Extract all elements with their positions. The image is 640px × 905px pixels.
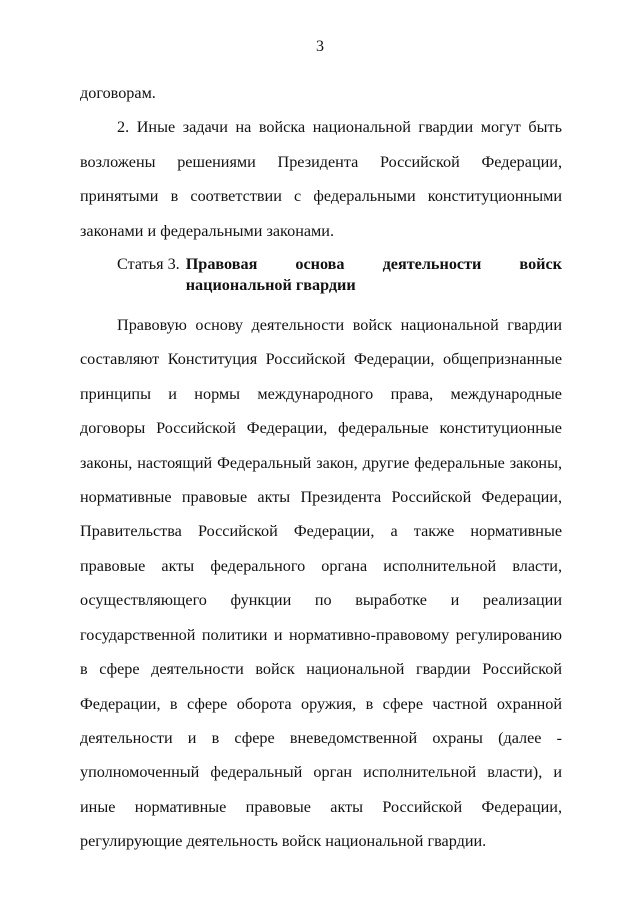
- article-label: Статья 3.: [117, 255, 180, 274]
- paragraph-item-2: 2. Иные задачи на войска национальной гвардии могут быть возложены решениями Президента Российской Федерации, принятыми в соответствии с федеральными конституционными законами и федеральными законами.: [80, 118, 562, 240]
- document-text: [80, 76, 562, 859]
- article-heading: [80, 248, 562, 308]
- article-title: Правовая основа деятельности войск национальной гвардии: [185, 255, 562, 295]
- page-number: 3: [316, 38, 324, 55]
- article-body: Правовую основу деятельности войск национальной гвардии составляют Конституция Российской Федерации, общепризнанные принципы и нормы международного права, международные договоры Российской Федерации, федеральные конституционные законы, настоящий Федеральный закон, другие федеральные законы, нормативные правовые акты Президента Российской Федерации, Правительства Российской Федерации, а также нормативные правовые акты федерального органа исполнительной власти, осуществляющего функции по выработке и реализации государственной политики и нормативно-правовому регулированию в сфере деятельности войск национальной гвардии Российской Федерации, в сфере оборота оружия, в сфере частной охранной деятельности и в сфере вневедомственной охраны (далее - уполномоченный федеральный орган исполнительной власти), и иные нормативные правовые акты Российской Федерации, регулирующие деятельность войск национальной гвардии.: [80, 316, 562, 851]
- paragraph-continuation: договорам.: [80, 84, 156, 102]
